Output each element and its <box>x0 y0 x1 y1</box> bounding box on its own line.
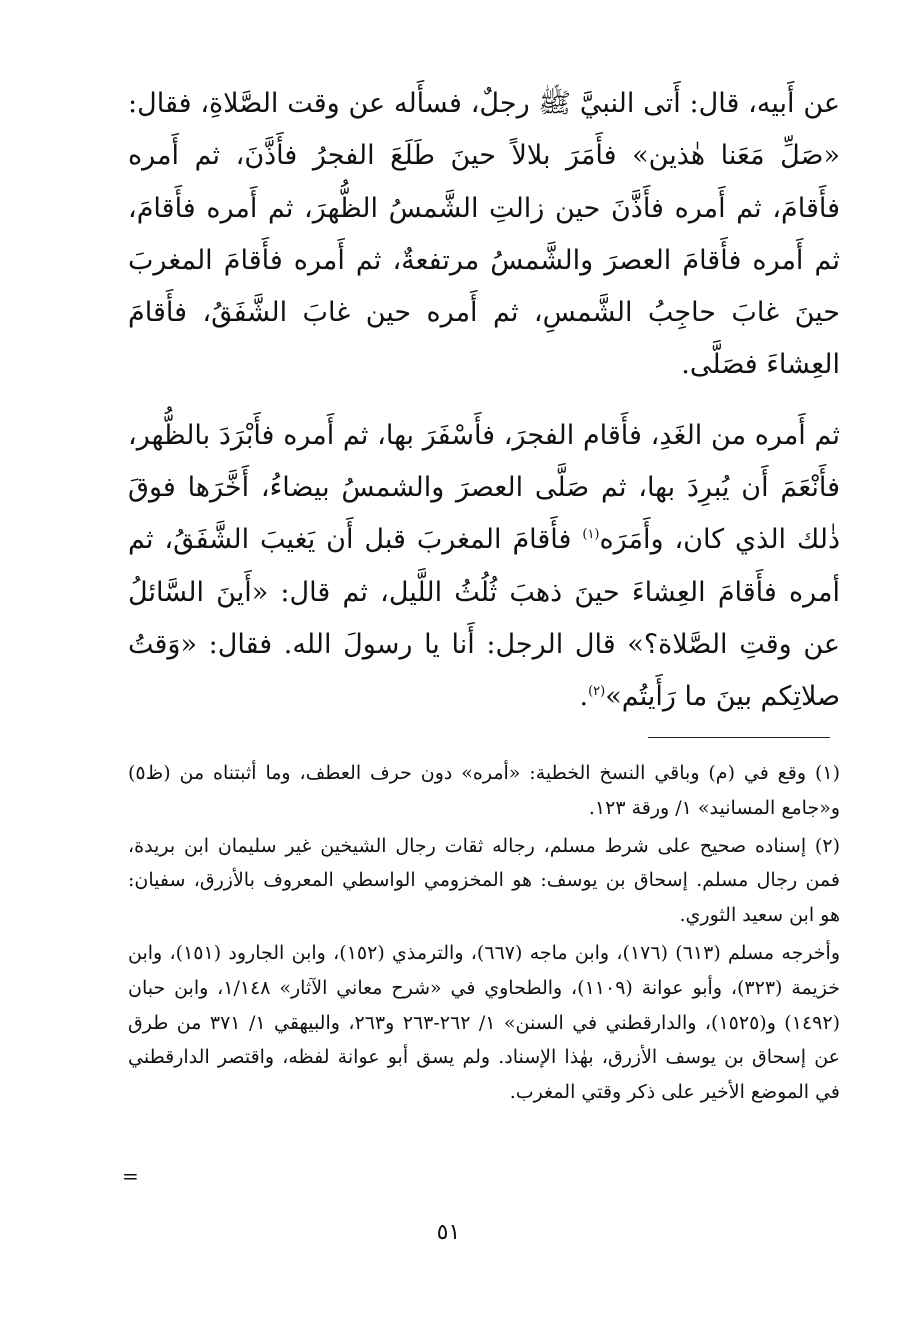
footnotes <box>128 756 840 1113</box>
paragraph-2 <box>128 410 840 724</box>
page-number: ٥١ <box>436 1220 461 1245</box>
paragraph-1: عن أَبيه، قال: أَتى النبيَّ ﷺ رجلٌ، فسأَله عن وقت الصَّلاةِ، فقال: «صَلِّ مَعَنا هٰذين» فأَمَرَ بلالاً حينَ طَلَعَ الفجرُ فأَذَّنَ، ثم أَمره فأَقامَ، ثم أَمره فأَذَّنَ حين زالتِ الشَّمسُ الظُّهرَ، ثم أَمره فأَقامَ، ثم أَمره فأَقامَ العصرَ والشَّمسُ مرتفعةٌ، ثم أَمره فأَقامَ المغربَ حينَ غابَ حاجِبُ الشَّمسِ، ثم أَمره حين غابَ الشَّفَقُ، فأَقامَ العِشاءَ فصَلَّى. <box>128 88 840 381</box>
footnote-separator <box>648 737 830 738</box>
footnote-marker-2: (٢) <box>588 684 606 700</box>
footnote-2: (٢) إسناده صحيح على شرط مسلم، رجاله ثقات رجال الشيخين غير سليمان ابن بريدة، فمن رجال مسلم. إسحاق بن يوسف: هو المخزومي الواسطي المعروف بالأزرق، سفيان: هو ابن سعيد الثوري. <box>128 834 840 927</box>
paragraph-2-part-1: ثم أَمره من الغَدِ، فأَقام الفجرَ، فأَسْفَرَ بها، ثم أَمره فأَبْرَدَ بالظُّهر، فأَنْعَمَ أَن يُبرِدَ بها، ثم صَلَّى العصرَ والشمسُ بيضاءُ، أَخَّرَها فوقَ ذٰلك الذي كان، وأَمَرَه <box>128 419 840 556</box>
footnote-1: (١) وقع في (م) وباقي النسخ الخطية: «أمره» دون حرف العطف، وما أثبتناه من (ظ٥) و«جامع المسانيد» ١/ ورقة ١٢٣. <box>128 762 840 819</box>
footnote-marker-1: (١) <box>582 527 600 543</box>
paragraph-2-part-2: فأَقامَ المغربَ قبل أَن يَغيبَ الشَّفَقُ، ثم أمره فأَقامَ العِشاءَ حينَ ذهبَ ثُلُثُ اللَّيل، ثم قال: «أَينَ السَّائلُ عن وقتِ الصَّلاة؟» قال الرجل: أَنا يا رسولَ الله. فقال: «وَقتُ صلاتِكم بينَ ما رَأَيتُم» <box>128 524 840 713</box>
paragraph-2-end: . <box>579 681 589 713</box>
footnote-2-continuation: وأخرجه مسلم (٦١٣) (١٧٦)، وابن ماجه (٦٦٧)، والترمذي (١٥٢)، وابن الجارود (١٥١)، وابن خزيمة (٣٢٣)، وأبو عوانة (١١٠٩)، والطحاوي في «شرح معاني الآثار» ١/١٤٨، وابن حبان (١٤٩٢) و(١٥٢٥)، والدارقطني في السنن» ١/ ٢٦٢-٢٦٣ و٢٦٣، والبيهقي ١/ ٣٧١ من طرق عن إسحاق بن يوسف الأزرق، بهٰذا الإسناد. ولم يسق أبو عوانة لفظه، واقتصر الدارقطني في الموضع الأخير على ذكر وقتي المغرب. <box>128 941 841 1104</box>
continuation-mark: = <box>122 1164 139 1188</box>
main-text <box>128 78 840 724</box>
